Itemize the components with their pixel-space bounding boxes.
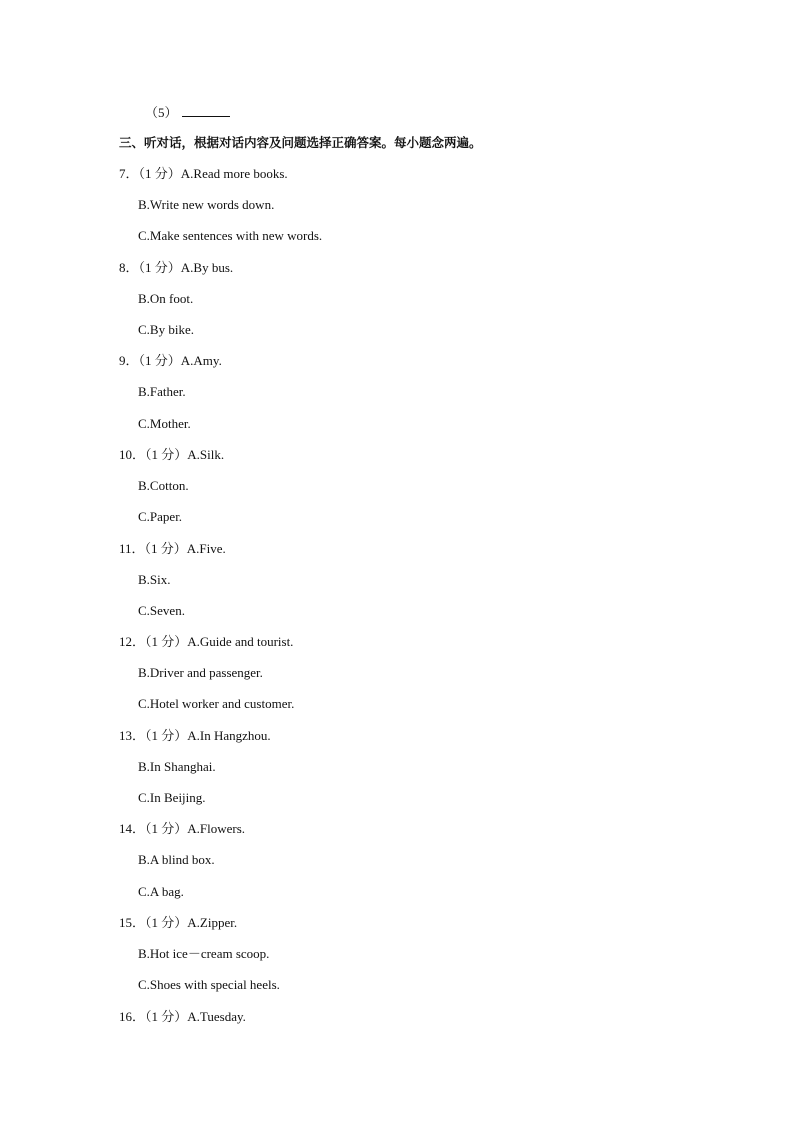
option-c: C.Hotel worker and customer. [138, 696, 295, 711]
option-c: C.In Beijing. [138, 790, 206, 805]
question-score: （1 分） [145, 447, 188, 462]
question-11 [119, 541, 226, 557]
option-b: B.On foot. [138, 291, 194, 306]
option-c: C.A bag. [138, 884, 184, 899]
question-score: （1 分） [138, 166, 181, 181]
question-number: 16． [119, 1009, 146, 1024]
question-score: （1 分） [145, 634, 188, 649]
question-number: 12． [119, 634, 146, 649]
question-number: 8． [119, 260, 139, 275]
option-b: B.Six. [138, 572, 171, 587]
question-score: （1 分） [138, 353, 181, 368]
option-a: A.Five. [186, 541, 226, 556]
question-8 [119, 260, 233, 276]
question-score: （1 分） [144, 541, 187, 556]
option-a: A.By bus. [180, 260, 234, 275]
question-score: （1 分） [145, 728, 188, 743]
option-b: B.In Shanghai. [138, 759, 216, 774]
section-title: 三、听对话，根据对话内容及问题选择正确答案。每小题念两遍。 [119, 135, 482, 150]
option-c: C.Paper. [138, 509, 183, 524]
question-16 [119, 1009, 246, 1025]
answer-blank-line[interactable] [182, 104, 230, 117]
question-13 [119, 728, 271, 744]
question-number: 14． [119, 821, 146, 836]
option-c: C.Shoes with special heels. [138, 977, 280, 992]
question-number: 10． [119, 447, 146, 462]
question-14 [119, 821, 245, 837]
option-a: A.Read more books. [180, 166, 288, 181]
fill-blank-item [145, 104, 230, 121]
option-c: C.Mother. [138, 416, 191, 431]
question-score: （1 分） [145, 821, 188, 836]
option-a: A.Guide and tourist. [187, 634, 294, 649]
question-number: 11． [119, 541, 145, 556]
option-a: A.Amy. [180, 353, 222, 368]
question-9 [119, 353, 222, 369]
question-7 [119, 166, 288, 182]
option-b: B.Hot ice－cream scoop. [138, 946, 270, 961]
question-12 [119, 634, 293, 650]
option-b: B.Father. [138, 384, 186, 399]
question-score: （1 分） [145, 915, 188, 930]
option-a: A.Flowers. [187, 821, 246, 836]
option-c: C.Make sentences with new words. [138, 228, 323, 243]
question-score: （1 分） [138, 260, 181, 275]
question-15 [119, 915, 237, 931]
question-number: 15． [119, 915, 146, 930]
option-b: B.Cotton. [138, 478, 189, 493]
question-10 [119, 447, 224, 463]
question-number: 13． [119, 728, 146, 743]
option-c: C.By bike. [138, 322, 194, 337]
option-b: B.Driver and passenger. [138, 665, 263, 680]
option-b: B.A blind box. [138, 852, 215, 867]
option-a: A.Silk. [187, 447, 225, 462]
question-score: （1 分） [145, 1009, 188, 1024]
question-number: 9． [119, 353, 139, 368]
option-b: B.Write new words down. [138, 197, 275, 212]
option-a: A.In Hangzhou. [187, 728, 271, 743]
option-c: C.Seven. [138, 603, 185, 618]
question-number: 7． [119, 166, 139, 181]
option-a: A.Tuesday. [187, 1009, 246, 1024]
option-a: A.Zipper. [187, 915, 238, 930]
fill-blank-label: （5） [145, 105, 178, 120]
